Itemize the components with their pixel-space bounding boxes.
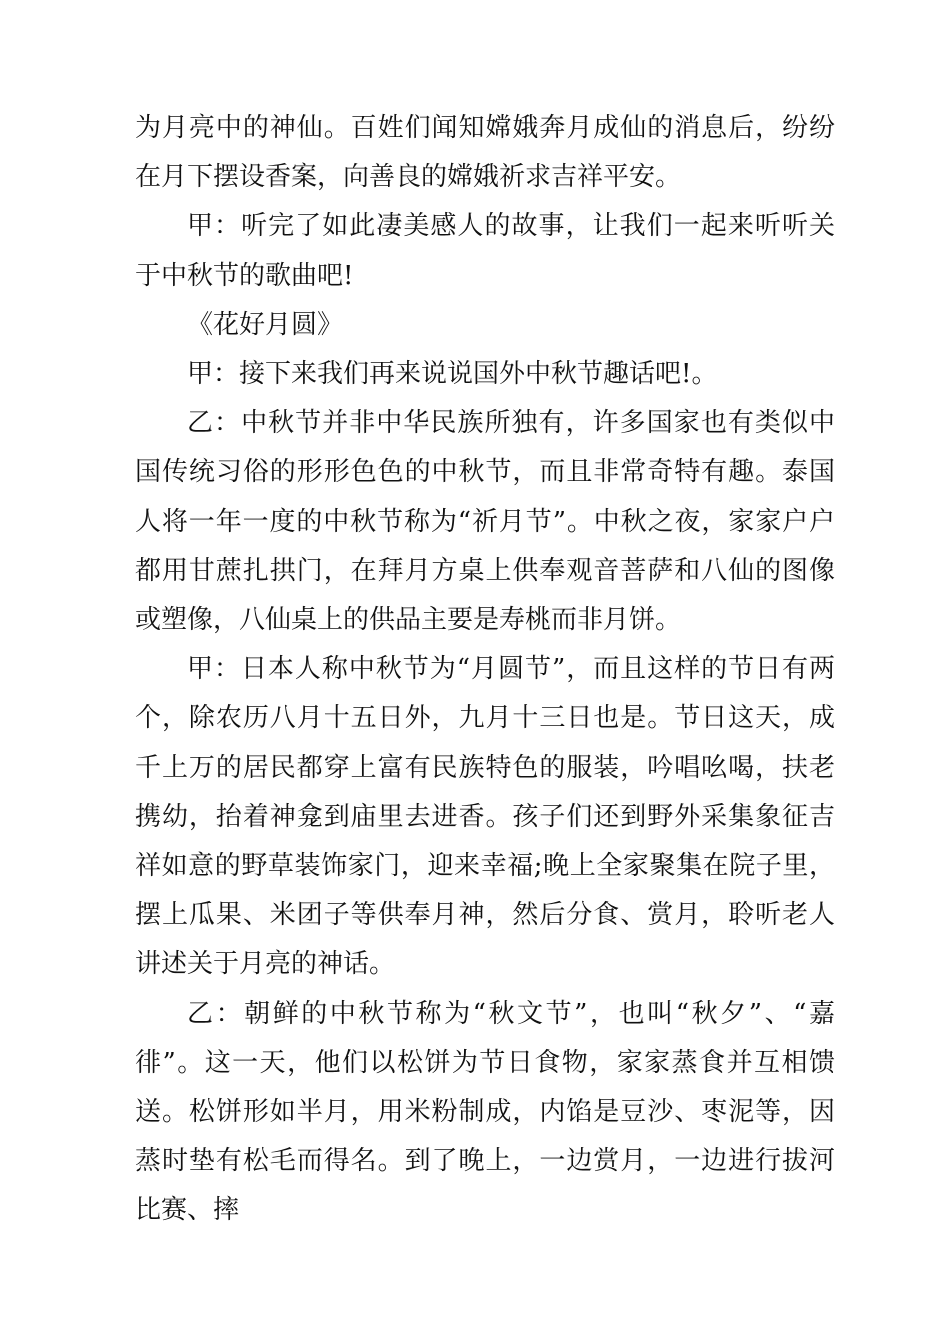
document-body	[135, 104, 835, 1236]
paragraph-dialogue: 甲：接下来我们再来说说国外中秋节趣话吧!。	[187, 359, 718, 390]
paragraph-dialogue: 甲：日本人称中秋节为“月圆节”，而且这样的节日有两个，除农历八月十五日外，九月十三日也是。节日这天，成千上万的居民都穿上富有民族特色的服装，吟唱吆喝，扶老携幼，抬着神龛到庙里去进香。孩子们还到野外采集象征吉祥如意的野草装饰家门，迎来幸福;晚上全家聚集在院子里，摆上瓜果、米团子等供奉月神，然后分食、赏月，聆听老人讲述关于月亮的神话。	[135, 654, 835, 980]
paragraph-song-title: 《花好月圆》	[187, 309, 344, 340]
paragraph-dialogue: 乙：中秋节并非中华民族所独有，许多国家也有类似中国传统习俗的形形色色的中秋节，而且非常奇特有趣。泰国人将一年一度的中秋节称为“祈月节”。中秋之夜，家家户户都用甘蔗扎拱门，在拜月方桌上供奉观音菩萨和八仙的图像或塑像，八仙桌上的供品主要是寿桃而非月饼。	[135, 408, 835, 636]
paragraph-continuation: 为月亮中的神仙。百姓们闻知嫦娥奔月成仙的消息后，纷纷在月下摆设香案，向善良的嫦娥祈求吉祥平安。	[135, 113, 835, 193]
paragraph-dialogue: 乙：朝鲜的中秋节称为“秋文节”，也叫“秋夕”、“嘉徘”。这一天，他们以松饼为节日食物，家家蒸食并互相馈送。松饼形如半月，用米粉制成，内馅是豆沙、枣泥等，因蒸时垫有松毛而得名。到了晚上，一边赏月，一边进行拔河比赛、摔	[135, 998, 835, 1226]
paragraph-dialogue: 甲：听完了如此凄美感人的故事，让我们一起来听听关于中秋节的歌曲吧!	[135, 211, 835, 291]
